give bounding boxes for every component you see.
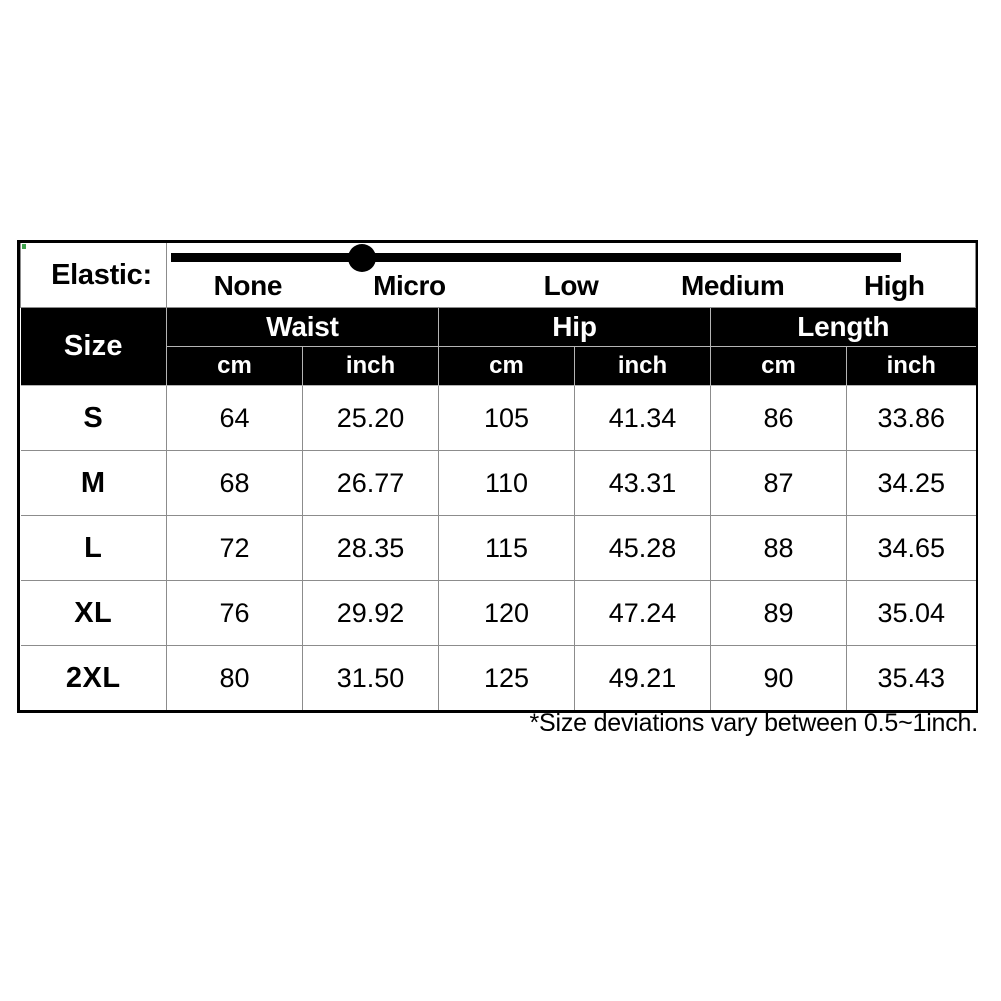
cell-length-cm: 90 — [711, 646, 847, 711]
elastic-level-medium[interactable]: Medium — [680, 270, 785, 301]
cell-length-inch: 34.25 — [847, 451, 976, 516]
header-unit-length-cm: cm — [711, 347, 847, 386]
cell-size: S — [21, 386, 167, 451]
cell-waist-inch: 25.20 — [303, 386, 439, 451]
cell-hip-inch: 49.21 — [575, 646, 711, 711]
cell-size: XL — [21, 581, 167, 646]
cell-hip-inch: 41.34 — [575, 386, 711, 451]
header-unit-hip-inch: inch — [575, 347, 711, 386]
cell-hip-cm: 105 — [439, 386, 575, 451]
cell-length-cm: 86 — [711, 386, 847, 451]
table-row — [21, 646, 976, 711]
cell-length-inch: 35.04 — [847, 581, 976, 646]
header-unit-length-inch: inch — [847, 347, 976, 386]
cell-hip-inch: 43.31 — [575, 451, 711, 516]
cell-waist-inch: 29.92 — [303, 581, 439, 646]
cell-hip-cm: 120 — [439, 581, 575, 646]
cell-length-cm: 87 — [711, 451, 847, 516]
cell-hip-cm: 110 — [439, 451, 575, 516]
cell-waist-cm: 80 — [167, 646, 303, 711]
cell-size: 2XL — [21, 646, 167, 711]
header-size: Size — [21, 308, 167, 386]
elastic-label: Elastic: — [21, 243, 167, 308]
cell-waist-inch: 26.77 — [303, 451, 439, 516]
corner-speck — [22, 244, 26, 249]
elastic-slider-track[interactable] — [171, 253, 901, 262]
header-unit-waist-cm: cm — [167, 347, 303, 386]
table-row — [21, 516, 976, 581]
cell-length-cm: 89 — [711, 581, 847, 646]
cell-hip-inch: 47.24 — [575, 581, 711, 646]
header-group-waist: Waist — [167, 308, 439, 347]
elastic-level-none[interactable]: None — [213, 270, 282, 301]
cell-length-inch: 35.43 — [847, 646, 976, 711]
elastic-level-low[interactable]: Low — [543, 270, 599, 301]
header-group-length: Length — [711, 308, 976, 347]
table-row — [21, 386, 976, 451]
size-deviation-footnote: *Size deviations vary between 0.5~1inch. — [529, 709, 978, 737]
table-row — [21, 581, 976, 646]
cell-size: M — [21, 451, 167, 516]
cell-waist-cm: 76 — [167, 581, 303, 646]
cell-length-inch: 34.65 — [847, 516, 976, 581]
size-chart-table — [17, 240, 978, 713]
cell-hip-inch: 45.28 — [575, 516, 711, 581]
cell-waist-cm: 72 — [167, 516, 303, 581]
cell-waist-inch: 31.50 — [303, 646, 439, 711]
cell-waist-cm: 68 — [167, 451, 303, 516]
cell-size: L — [21, 516, 167, 581]
cell-hip-cm: 125 — [439, 646, 575, 711]
cell-waist-inch: 28.35 — [303, 516, 439, 581]
cell-length-cm: 88 — [711, 516, 847, 581]
cell-waist-cm: 64 — [167, 386, 303, 451]
header-unit-hip-cm: cm — [439, 347, 575, 386]
elastic-slider-knob[interactable] — [348, 244, 376, 272]
elastic-level-micro[interactable]: Micro — [373, 270, 446, 301]
header-group-row — [21, 308, 976, 347]
cell-length-inch: 33.86 — [847, 386, 976, 451]
elastic-level-labels — [167, 269, 975, 303]
elastic-level-high[interactable]: High — [863, 270, 925, 301]
size-chart-grid — [20, 243, 976, 710]
elastic-row — [21, 243, 976, 308]
cell-hip-cm: 115 — [439, 516, 575, 581]
header-group-hip: Hip — [439, 308, 711, 347]
header-unit-waist-inch: inch — [303, 347, 439, 386]
elastic-slider[interactable] — [167, 243, 976, 308]
table-row — [21, 451, 976, 516]
